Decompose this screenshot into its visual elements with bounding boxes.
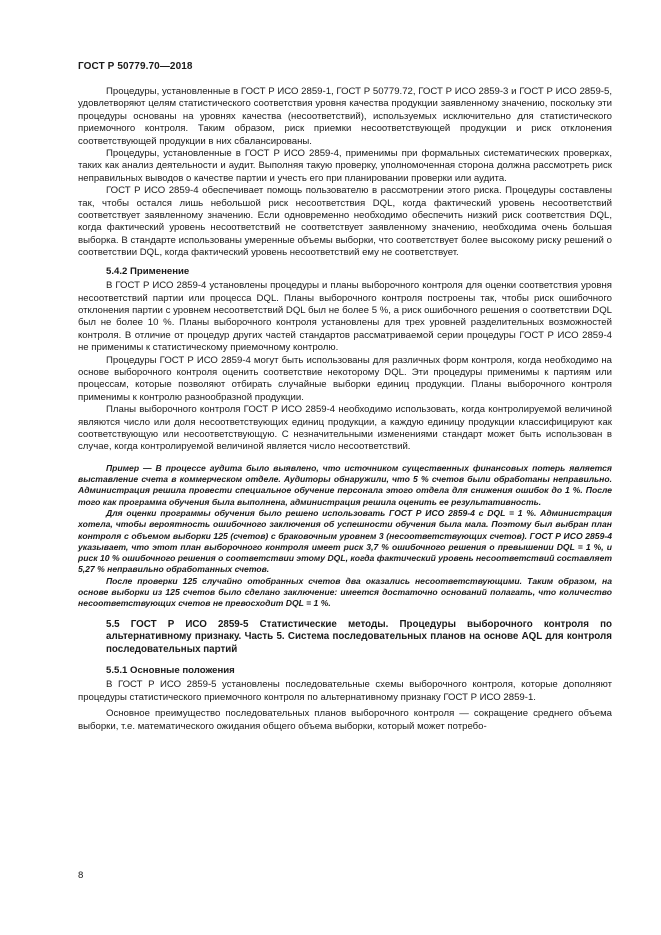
- example-paragraph: Для оценки программы обучения было решено использовать ГОСТ Р ИСО 2859-4 с DQL = 1 %. Администрация хотела, чтобы вероятность ошибочного заключения об успешности обучения была мала. Поэтому был выбран план контроля с объемом выборки 125 (счетов) с браковочным уровнем 3 (несоответствующих счетов). ГОСТ Р ИСО 2859-4 указывает, что этот план выборочного контроля имеет риск 3,7 % ошибочного решения о превышении DQL = 1 %, и риск 10 % ошибочного решения о соответствии этому DQL, когда фактический уровень несоответствий составляет 5,27 % неправильно обработанных счетов.: [78, 507, 612, 575]
- paragraph: Планы выборочного контроля ГОСТ Р ИСО 2859-4 необходимо использовать, когда контролируемой величиной являются число или доля несоответствующих единиц продукции, а каждую единицу продукции классифицируют как соответствующую или несоответствующую. С незначительными изменениями стандарт может быть использован в случае, когда контролируемой величиной является число несоответствий.: [78, 404, 612, 453]
- paragraph: Процедуры ГОСТ Р ИСО 2859-4 могут быть использованы для различных форм контроля, когда необходимо на основе выборочного контроля оценить соответствие некоторому DQL. Эти процедуры применимы к партиям или процессам, которые позволяют отбирать случайные выборки единиц продукции. Планы выборочного контроля применимы к контролю разнообразной продукции.: [78, 354, 612, 403]
- document-header: ГОСТ Р 50779.70—2018: [78, 61, 193, 72]
- paragraph: В ГОСТ Р ИСО 2859-5 установлены последовательные схемы выборочного контроля, которые дополняют процедуры статистического приемочного контроля по альтернативному признаку ГОСТ Р ИСО 2859-1.: [78, 679, 612, 703]
- example-paragraph: Пример — В процессе аудита было выявлено, что источником существенных финансовых потерь является выставление счета в коммерческом отделе. Аудиторы обнаружили, что 5 % счетов были обработаны неправильно. Администрация решила провести специальное обучение персонала этого отдела для снижения ошибок до 1 %. После того как программа обучения была выполнена, администрация решила оценить ее результативность.: [78, 462, 612, 507]
- example-paragraph: После проверки 125 случайно отобранных счетов два оказались несоответствующими. Таким образом, на основе выборки из 125 счетов было сделано заключение: имеется достаточно оснований полагать, что количество несоответствующих счетов не превосходит DQL = 1 %.: [78, 575, 612, 609]
- document-body: [78, 86, 612, 733]
- paragraph: В ГОСТ Р ИСО 2859-4 установлены процедуры и планы выборочного контроля для оценки соответствия уровня несоответствий партии или процесса DQL. Планы выборочного контроля построены так, чтобы риск ошибочного отклонения партии с уровнем несоответствий DQL был не более 5 %, а риск ошибочного решения о соответствии DQL был не более 10 %. Планы выборочного контроля установлены для трех уровней разделительных возможностей контроля. В отличие от процедур других частей стандартов рассматриваемой серии процедуры ГОСТ Р ИСО 2859-4 не применимы к статистическому приемочному контролю.: [78, 280, 612, 354]
- paragraph: ГОСТ Р ИСО 2859-4 обеспечивает помощь пользователю в рассмотрении этого риска. Процедуры составлены так, чтобы остался лишь небольшой риск несоответствия DQL, когда фактический уровень несоответствий соответствует заявленному значению. Если одновременно необходимо обеспечить низкий риск соответствия DQL, когда фактический уровень несоответствий не соответствует заявленному значению, необходима очень большая выборка. В стандарте использованы умеренные объемы выборки, что соответствует более высокому риску решений о соответствии DQL, когда фактический уровень несоответствий ему не соответствует.: [78, 185, 612, 259]
- paragraph: Основное преимущество последовательных планов выборочного контроля — сокращение среднего объема выборки, т.е. математического ожидания общего объема выборки, который может потребо-: [78, 708, 612, 732]
- section-heading-5-5: 5.5 ГОСТ Р ИСО 2859-5 Статистические методы. Процедуры выборочного контроля по альтернативному признаку. Часть 5. Система последовательных планов на основе AQL для контроля последовательных партий: [106, 618, 612, 656]
- section-heading-5-4-2: 5.4.2 Применение: [106, 265, 190, 277]
- paragraph: Процедуры, установленные в ГОСТ Р ИСО 2859-1, ГОСТ Р 50779.72, ГОСТ Р ИСО 2859-3 и ГОСТ Р ИСО 2859-5, удовлетворяют целям статистического соответствия уровня качества продукции заявленному значению, поскольку эти процедуры основаны на уровнях качества (несоответствий), используемых исключительно для статистического приемочного контроля. Таким образом, риск приемки несоответствующей продукции и риск отклонения соответствующей продукции в них сбалансированы.: [78, 86, 612, 147]
- paragraph: Процедуры, установленные в ГОСТ Р ИСО 2859-4, применимы при формальных систематических проверках, таких как анализ деятельности и аудит. Выполняя такую проверку, уполномоченная сторона должна рассмотреть риск неправильных выводов о качестве партии и учесть его при планировании проверки или аудита.: [78, 148, 612, 184]
- page-number: 8: [78, 870, 84, 881]
- section-heading-5-5-1: 5.5.1 Основные положения: [106, 665, 235, 677]
